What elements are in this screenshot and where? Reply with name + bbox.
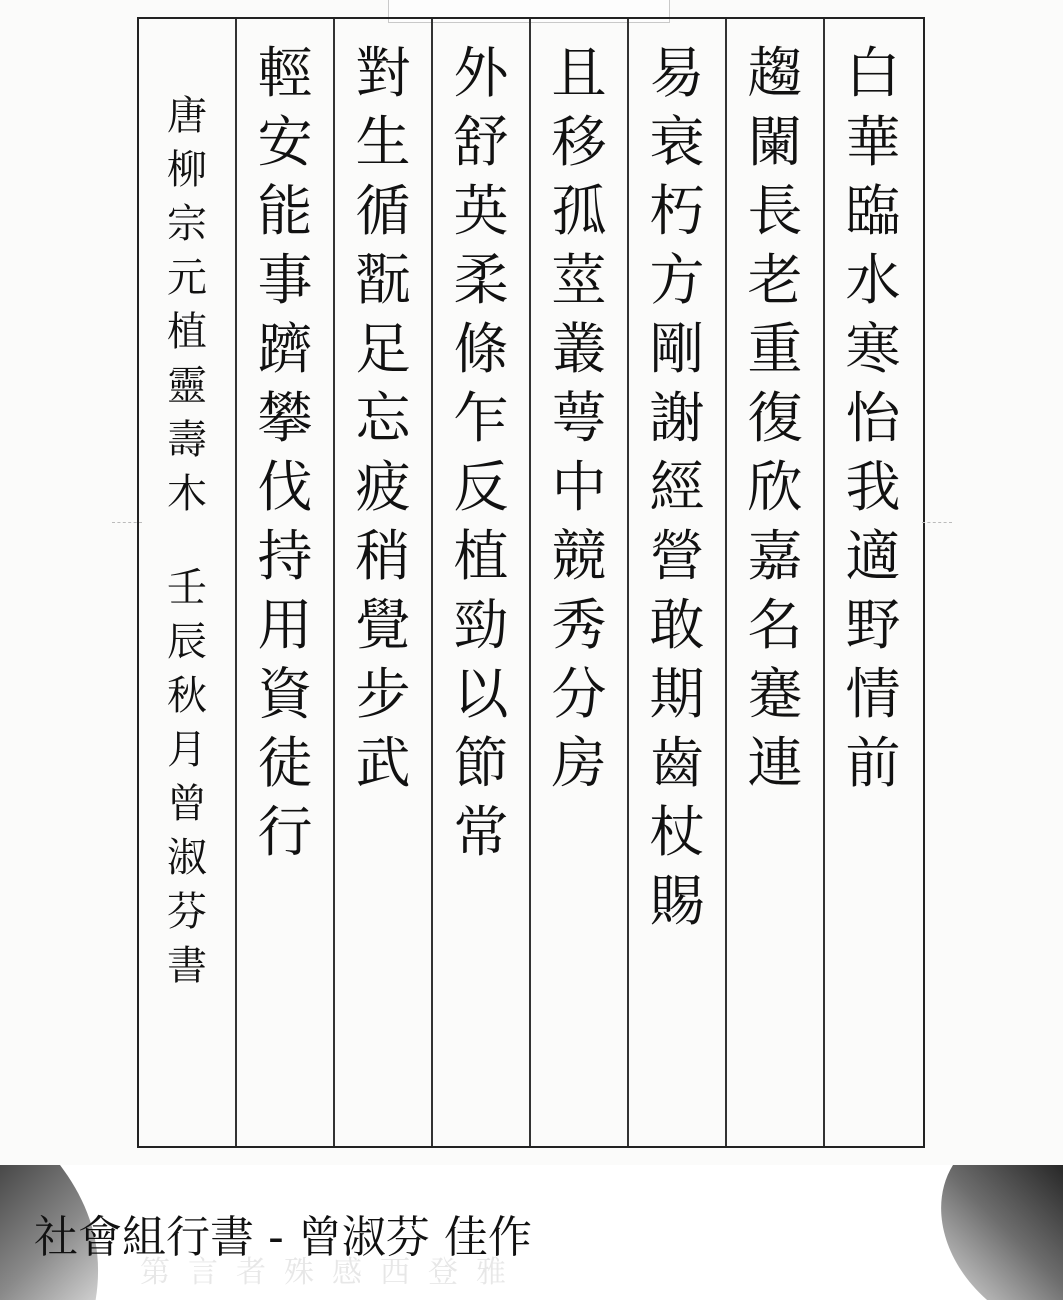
fold-mark bbox=[922, 522, 952, 523]
calligraphy-character: 衰 bbox=[649, 110, 705, 174]
caption-text: 社會組行書 - 曾淑芬 佳作 bbox=[34, 1212, 532, 1263]
brush-swoosh-right bbox=[933, 1165, 1063, 1300]
calligraphy-character: 持 bbox=[257, 524, 313, 588]
colophon-signature-character: 曾 bbox=[167, 781, 207, 827]
calligraphy-character: 房 bbox=[551, 731, 607, 795]
calligraphy-character: 方 bbox=[649, 248, 705, 312]
caption-banner bbox=[0, 1165, 1063, 1300]
calligraphy-character: 名 bbox=[747, 593, 803, 657]
calligraphy-character: 勁 bbox=[453, 593, 509, 657]
calligraphy-character: 翫 bbox=[355, 248, 411, 312]
poem-column-1 bbox=[825, 39, 921, 798]
calligraphy-character: 叢 bbox=[551, 317, 607, 381]
calligraphy-character: 徒 bbox=[257, 731, 313, 795]
poem-column-4 bbox=[531, 39, 627, 798]
calligraphy-character: 稍 bbox=[355, 524, 411, 588]
calligraphy-character: 老 bbox=[747, 248, 803, 312]
calligraphy-character: 剛 bbox=[649, 317, 705, 381]
calligraphy-character: 敢 bbox=[649, 593, 705, 657]
calligraphy-character: 情 bbox=[845, 662, 901, 726]
colophon-signature-character: 書 bbox=[167, 943, 207, 989]
calligraphy-character: 行 bbox=[257, 800, 313, 864]
colophon-signature-character: 秋 bbox=[167, 673, 207, 719]
calligraphy-character: 武 bbox=[355, 731, 411, 795]
calligraphy-character: 移 bbox=[551, 110, 607, 174]
calligraphy-character: 萼 bbox=[551, 386, 607, 450]
calligraphy-character: 中 bbox=[551, 455, 607, 519]
colophon-title-character: 壽 bbox=[167, 417, 207, 463]
poem-column-5 bbox=[433, 39, 529, 867]
colophon-title-character: 宗 bbox=[167, 201, 207, 247]
colophon-title-character: 唐 bbox=[167, 93, 207, 139]
calligraphy-character: 競 bbox=[551, 524, 607, 588]
calligraphy-character: 我 bbox=[845, 455, 901, 519]
calligraphy-grid bbox=[137, 17, 925, 1148]
calligraphy-character: 循 bbox=[355, 179, 411, 243]
calligraphy-character: 杖 bbox=[649, 800, 705, 864]
poem-column-3 bbox=[629, 39, 725, 936]
calligraphy-character: 反 bbox=[453, 455, 509, 519]
calligraphy-character: 外 bbox=[453, 41, 509, 105]
calligraphy-character: 怡 bbox=[845, 386, 901, 450]
calligraphy-character: 蹇 bbox=[747, 662, 803, 726]
calligraphy-character: 秀 bbox=[551, 593, 607, 657]
calligraphy-character: 忘 bbox=[355, 386, 411, 450]
calligraphy-character: 長 bbox=[747, 179, 803, 243]
calligraphy-character: 欣 bbox=[747, 455, 803, 519]
calligraphy-character: 步 bbox=[355, 662, 411, 726]
colophon-signature-character: 壬 bbox=[167, 565, 207, 611]
calligraphy-character: 能 bbox=[257, 179, 313, 243]
colophon-signature-character: 淑 bbox=[167, 835, 207, 881]
calligraphy-character: 舒 bbox=[453, 110, 509, 174]
calligraphy-character: 常 bbox=[453, 800, 509, 864]
calligraphy-character: 生 bbox=[355, 110, 411, 174]
colophon-title-character: 靈 bbox=[167, 363, 207, 409]
colophon-signature-character: 月 bbox=[167, 727, 207, 773]
calligraphy-character: 野 bbox=[845, 593, 901, 657]
colophon-title-character: 植 bbox=[167, 309, 207, 355]
calligraphy-character: 適 bbox=[845, 524, 901, 588]
calligraphy-character: 謝 bbox=[649, 386, 705, 450]
poem-column-2 bbox=[727, 39, 823, 798]
colophon-column bbox=[139, 89, 235, 993]
calligraphy-character: 趨 bbox=[747, 41, 803, 105]
calligraphy-character: 經 bbox=[649, 455, 705, 519]
calligraphy-character: 嘉 bbox=[747, 524, 803, 588]
calligraphy-character: 莖 bbox=[551, 248, 607, 312]
fold-mark bbox=[112, 522, 142, 523]
calligraphy-character: 闌 bbox=[747, 110, 803, 174]
calligraphy-character: 分 bbox=[551, 662, 607, 726]
calligraphy-character: 前 bbox=[845, 731, 901, 795]
calligraphy-character: 事 bbox=[257, 248, 313, 312]
calligraphy-character: 安 bbox=[257, 110, 313, 174]
calligraphy-character: 以 bbox=[453, 662, 509, 726]
colophon-title-character: 木 bbox=[167, 471, 207, 517]
colophon-title-character: 元 bbox=[167, 255, 207, 301]
calligraphy-character: 條 bbox=[453, 317, 509, 381]
calligraphy-character: 覺 bbox=[355, 593, 411, 657]
colophon-signature-character: 辰 bbox=[167, 619, 207, 665]
faded-background-writing: 第言者殊感西登雅 bbox=[140, 1255, 524, 1290]
calligraphy-character: 對 bbox=[355, 41, 411, 105]
calligraphy-character: 足 bbox=[355, 317, 411, 381]
calligraphy-character: 朽 bbox=[649, 179, 705, 243]
calligraphy-character: 白 bbox=[845, 41, 901, 105]
calligraphy-character: 資 bbox=[257, 662, 313, 726]
calligraphy-character: 期 bbox=[649, 662, 705, 726]
calligraphy-character: 易 bbox=[649, 41, 705, 105]
calligraphy-character: 華 bbox=[845, 110, 901, 174]
calligraphy-character: 賜 bbox=[649, 869, 705, 933]
calligraphy-character: 齒 bbox=[649, 731, 705, 795]
calligraphy-character: 水 bbox=[845, 248, 901, 312]
calligraphy-character: 重 bbox=[747, 317, 803, 381]
calligraphy-character: 英 bbox=[453, 179, 509, 243]
calligraphy-character: 乍 bbox=[453, 386, 509, 450]
calligraphy-character: 攀 bbox=[257, 386, 313, 450]
calligraphy-character: 用 bbox=[257, 593, 313, 657]
colophon-signature-character: 芬 bbox=[167, 889, 207, 935]
calligraphy-character: 臨 bbox=[845, 179, 901, 243]
calligraphy-character: 躋 bbox=[257, 317, 313, 381]
calligraphy-character: 輕 bbox=[257, 41, 313, 105]
calligraphy-character: 植 bbox=[453, 524, 509, 588]
poem-column-6 bbox=[335, 39, 431, 798]
calligraphy-character: 節 bbox=[453, 731, 509, 795]
calligraphy-character: 寒 bbox=[845, 317, 901, 381]
poem-column-7 bbox=[237, 39, 333, 867]
calligraphy-character: 伐 bbox=[257, 455, 313, 519]
calligraphy-character: 且 bbox=[551, 41, 607, 105]
calligraphy-character: 復 bbox=[747, 386, 803, 450]
calligraphy-character: 孤 bbox=[551, 179, 607, 243]
calligraphy-character: 營 bbox=[649, 524, 705, 588]
calligraphy-character: 柔 bbox=[453, 248, 509, 312]
calligraphy-character: 連 bbox=[747, 731, 803, 795]
calligraphy-character: 疲 bbox=[355, 455, 411, 519]
colophon-title-character: 柳 bbox=[167, 147, 207, 193]
